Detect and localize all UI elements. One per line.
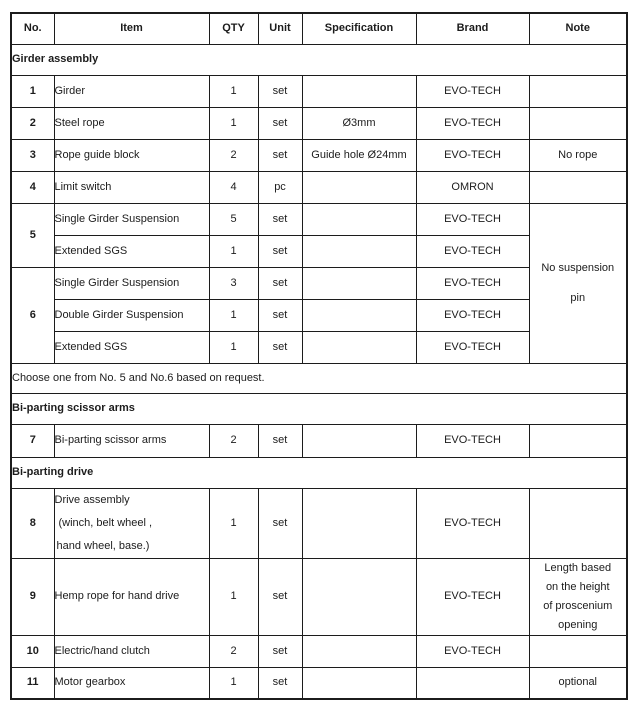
cell-unit: set — [258, 299, 302, 331]
cell-brand: EVO-TECH — [416, 107, 529, 139]
cell-qty: 1 — [209, 107, 258, 139]
cell-spec — [302, 171, 416, 203]
cell-brand: EVO-TECH — [416, 635, 529, 667]
cell-qty: 5 — [209, 203, 258, 235]
table-row-4 — [11, 171, 627, 203]
item-line: Drive assembly — [54, 493, 130, 506]
cell-no: 11 — [11, 667, 54, 699]
cell-no: 6 — [11, 267, 54, 363]
table-row-8 — [11, 488, 627, 558]
cell-no: 10 — [11, 635, 54, 667]
choose-note-row — [11, 363, 627, 393]
cell-qty: 4 — [209, 171, 258, 203]
cell-item: Motor gearbox — [54, 667, 209, 699]
note-line: Length based — [544, 561, 612, 574]
cell-unit: set — [258, 424, 302, 457]
cell-note — [529, 635, 627, 667]
cell-brand: EVO-TECH — [416, 267, 529, 299]
cell-unit: set — [258, 235, 302, 267]
cell-unit: set — [258, 203, 302, 235]
cell-no: 1 — [11, 75, 54, 107]
cell-unit: set — [258, 667, 302, 699]
cell-brand: EVO-TECH — [416, 139, 529, 171]
col-header-item: Item — [54, 13, 209, 44]
section-row-bi-parting-drive — [11, 457, 627, 488]
cell-qty: 1 — [209, 299, 258, 331]
col-header-specification: Specification — [302, 13, 416, 44]
note-line: opening — [558, 618, 598, 631]
table-row-1 — [11, 75, 627, 107]
section-title-bi-parting-drive: Bi-parting drive — [11, 457, 627, 488]
cell-item: Rope guide block — [54, 139, 209, 171]
table-row-10 — [11, 635, 627, 667]
cell-brand: OMRON — [416, 171, 529, 203]
cell-unit: pc — [258, 171, 302, 203]
cell-item: Girder — [54, 75, 209, 107]
cell-spec: Guide hole Ø24mm — [302, 139, 416, 171]
cell-unit: set — [258, 267, 302, 299]
choose-note-text: Choose one from No. 5 and No.6 based on request. — [11, 363, 627, 393]
cell-no: 4 — [11, 171, 54, 203]
cell-note — [529, 75, 627, 107]
cell-no: 8 — [11, 488, 54, 558]
cell-spec — [302, 235, 416, 267]
item-line: (winch, belt wheel , — [58, 516, 153, 529]
item-line: hand wheel, base.) — [56, 539, 150, 552]
cell-note — [529, 171, 627, 203]
cell-note-merged-5-6 — [529, 203, 627, 363]
cell-unit: set — [258, 558, 302, 635]
section-title-girder-assembly: Girder assembly — [11, 44, 627, 75]
cell-unit: set — [258, 488, 302, 558]
col-header-unit: Unit — [258, 13, 302, 44]
cell-no: 3 — [11, 139, 54, 171]
table-row-9 — [11, 558, 627, 635]
cell-note — [529, 558, 627, 635]
cell-item — [54, 488, 209, 558]
cell-spec — [302, 267, 416, 299]
cell-qty: 2 — [209, 139, 258, 171]
cell-unit: set — [258, 107, 302, 139]
cell-item: Limit switch — [54, 171, 209, 203]
cell-item: Extended SGS — [54, 331, 209, 363]
section-row-girder-assembly — [11, 44, 627, 75]
table-row-11 — [11, 667, 627, 699]
cell-qty: 2 — [209, 635, 258, 667]
cell-note — [529, 488, 627, 558]
cell-item: Steel rope — [54, 107, 209, 139]
cell-no: 9 — [11, 558, 54, 635]
cell-qty: 3 — [209, 267, 258, 299]
cell-brand: EVO-TECH — [416, 424, 529, 457]
note-line: of proscenium — [543, 599, 613, 612]
cell-spec — [302, 424, 416, 457]
cell-note — [529, 107, 627, 139]
col-header-note: Note — [529, 13, 627, 44]
table-row-2 — [11, 107, 627, 139]
cell-brand: EVO-TECH — [416, 203, 529, 235]
cell-qty: 1 — [209, 235, 258, 267]
cell-item: Single Girder Suspension — [54, 267, 209, 299]
cell-spec — [302, 488, 416, 558]
note-line: pin — [570, 292, 586, 304]
cell-brand — [416, 667, 529, 699]
col-header-no: No. — [11, 13, 54, 44]
cell-spec — [302, 558, 416, 635]
cell-note — [529, 424, 627, 457]
col-header-qty: QTY — [209, 13, 258, 44]
section-title-bi-parting-scissor-arms: Bi-parting scissor arms — [11, 393, 627, 424]
section-row-bi-parting-scissor-arms — [11, 393, 627, 424]
cell-qty: 2 — [209, 424, 258, 457]
cell-item: Electric/hand clutch — [54, 635, 209, 667]
table-row-3 — [11, 139, 627, 171]
cell-qty: 1 — [209, 75, 258, 107]
note-line: on the height — [545, 580, 610, 593]
cell-spec — [302, 299, 416, 331]
header-row — [11, 13, 627, 44]
cell-brand: EVO-TECH — [416, 331, 529, 363]
cell-qty: 1 — [209, 558, 258, 635]
cell-unit: set — [258, 75, 302, 107]
cell-brand: EVO-TECH — [416, 75, 529, 107]
col-header-brand: Brand — [416, 13, 529, 44]
cell-spec — [302, 331, 416, 363]
cell-unit: set — [258, 139, 302, 171]
cell-item: Extended SGS — [54, 235, 209, 267]
cell-unit: set — [258, 635, 302, 667]
cell-spec — [302, 667, 416, 699]
table-row-5a — [11, 203, 627, 235]
cell-brand: EVO-TECH — [416, 488, 529, 558]
cell-qty: 1 — [209, 667, 258, 699]
cell-no: 7 — [11, 424, 54, 457]
note-line: No suspension — [541, 262, 615, 274]
cell-spec — [302, 203, 416, 235]
cell-spec — [302, 635, 416, 667]
cell-unit: set — [258, 331, 302, 363]
cell-item: Double Girder Suspension — [54, 299, 209, 331]
cell-item: Single Girder Suspension — [54, 203, 209, 235]
cell-item: Hemp rope for hand drive — [54, 558, 209, 635]
cell-qty: 1 — [209, 488, 258, 558]
cell-no: 5 — [11, 203, 54, 267]
cell-spec: Ø3mm — [302, 107, 416, 139]
table-row-7 — [11, 424, 627, 457]
cell-spec — [302, 75, 416, 107]
cell-item: Bi-parting scissor arms — [54, 424, 209, 457]
bill-of-materials-table — [10, 12, 628, 700]
cell-brand: EVO-TECH — [416, 558, 529, 635]
cell-brand: EVO-TECH — [416, 235, 529, 267]
cell-no: 2 — [11, 107, 54, 139]
cell-brand: EVO-TECH — [416, 299, 529, 331]
cell-note: optional — [529, 667, 627, 699]
cell-qty: 1 — [209, 331, 258, 363]
cell-note: No rope — [529, 139, 627, 171]
